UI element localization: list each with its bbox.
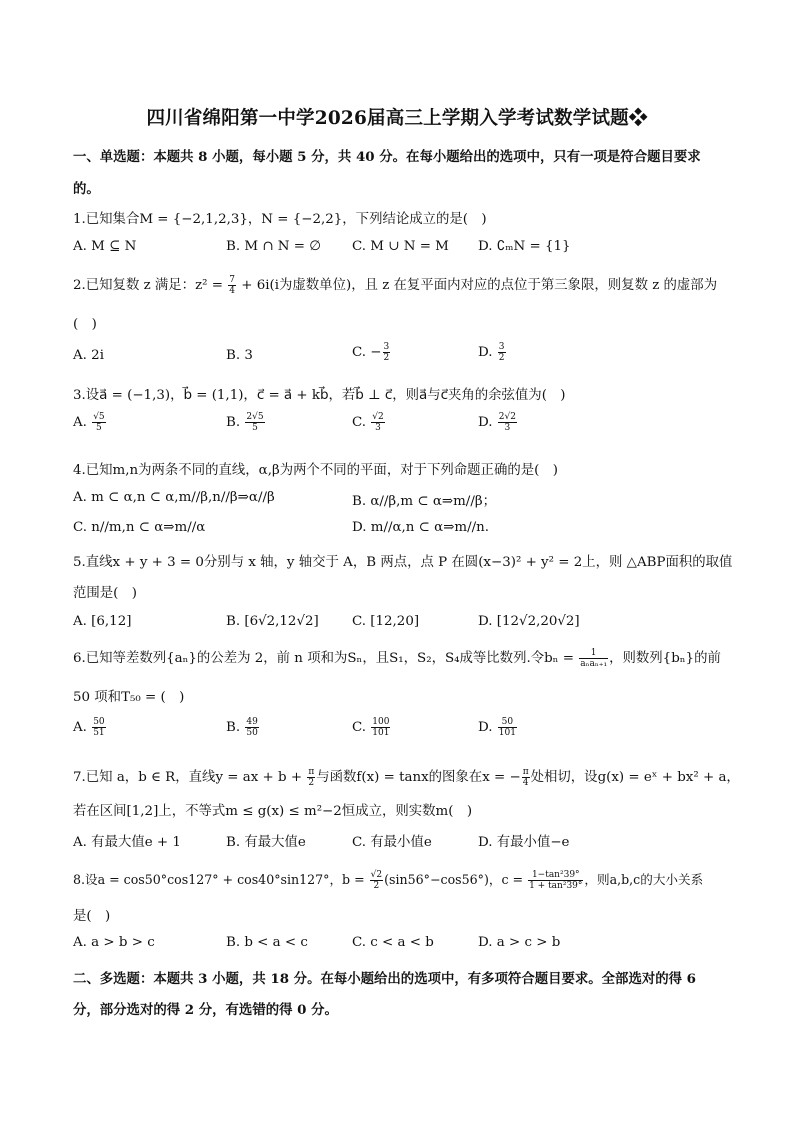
q7-stem-mid: 与函数f(x) = tanx的图象在x = − [316,770,521,785]
q2-option-a: A. 2i [73,348,104,363]
q3-a-num: √5 [93,412,105,422]
q3-d-den: 3 [504,423,511,433]
q3-option-a-label: A. [73,415,92,430]
section2-header-line1: 二、多选题：本题共 3 小题，共 18 分。在每小题给出的选项中，有多项符合题目要求。全部选对的得 6 [73,971,696,987]
q3-b-num: 2√5 [246,412,264,422]
q3-d-num: 2√2 [498,412,516,422]
section2-header-line2: 分，部分选对的得 2 分，有选错的得 0 分。 [73,1002,338,1018]
q1-option-b: B. M ∩ N = ∅ [226,239,321,254]
q3-b-den: 5 [252,423,258,433]
q3-option-c-label: C. [352,415,371,430]
page-title: 四川省绵阳第一中学2026届高三上学期入学考试数学试题❖ [146,108,648,129]
q6-b-den: 50 [246,728,258,738]
q2-option-c-fraction [383,342,391,363]
q8-stem [73,869,733,891]
q8-frac1-num: √2 [370,870,383,880]
q7-option-b: B. 有最大值e [226,835,306,850]
q5-option-c: C. [12,20] [352,614,420,629]
q7-fraction-1 [307,767,315,788]
q8-option-a: A. a > b > c [73,935,155,950]
q6-option-b-fraction [245,717,258,738]
q6-stem [73,647,733,669]
q7-fraction-2 [522,767,530,788]
q7-frac1-den: 2 [308,778,315,788]
q6-b-num: 49 [246,717,258,727]
q4-stem: 4.已知m,n为两条不同的直线，α,β为两个不同的平面，对于下列命题正确的是( ) [73,463,558,478]
q3-c-num: √2 [372,412,384,422]
q5-option-d: D. [12√2,20√2] [478,614,580,629]
q8-option-d: D. a > c > b [478,935,561,950]
q8-option-c: C. c < a < b [352,935,434,950]
section1-header-line1: 一、单选题：本题共 8 小题，每小题 5 分，共 40 分。在每小题给出的选项中，只有一项是符合题目要求 [73,149,701,165]
q2-option-d-fraction [498,342,506,363]
q3-c-den: 3 [375,423,381,433]
q2-option-d-label: D. [478,345,497,360]
q5-option-a: A. [6,12] [73,614,132,629]
q2-d-num: 3 [498,342,505,352]
q8-fraction-1 [370,870,383,891]
q6-frac-num: 1 [579,648,608,659]
q6-option-c-fraction [371,717,390,738]
q2-d-den: 2 [498,353,505,363]
q6-a-num: 50 [93,717,105,727]
q3-option-b [226,412,266,433]
q5-stem-line2: 范围是( ) [73,586,138,601]
q6-option-a [73,717,107,738]
q8-stem-line2: 是( ) [73,909,111,924]
q7-option-d: D. 有最小值−e [478,835,570,850]
q2-stem-line2: ( ) [73,317,97,332]
q8-stem-post: ，则a,b,c的大小关系 [584,872,704,887]
q3-option-d [478,412,518,433]
q6-d-num: 50 [498,717,517,728]
q6-stem-line2: 50 项和T₅₀ = ( ) [73,690,185,705]
q1-option-c: C. M ∪ N = M [352,239,449,254]
q3-option-d-label: D. [478,415,497,430]
q6-option-c [352,717,391,738]
q6-option-d-fraction [498,717,517,738]
q7-option-a: A. 有最大值e + 1 [73,835,181,850]
q2-option-c-label: C. − [352,345,382,360]
q1-stem: 1.已知集合M = {−2,1,2,3}，N = {−2,2}，下列结论成立的是( ) [73,212,487,227]
q6-option-a-label: A. [73,720,92,735]
q3-option-a [73,412,107,433]
section1-header-line2: 的。 [73,181,100,197]
q4-option-d: D. m//α,n ⊂ α⇒m//n. [352,520,490,535]
q1-option-d: D. ∁ₘN = {1} [478,239,571,254]
q1-option-a: A. M ⊆ N [73,239,137,254]
q6-stem-pre: 6.已知等差数列{aₙ}的公差为 2，前 n 项和为Sₙ，且S₁，S₂，S₄成等比数列.令bₙ = [73,651,579,666]
q8-stem-mid: (sin56°−cos56°)，c = [384,872,528,887]
q2-option-d [478,342,507,363]
q2-stem [73,274,733,296]
q7-stem [73,766,740,788]
q4-option-c: C. n//m,n ⊂ α⇒m//α [73,520,206,535]
q5-stem-line1: 5.直线x + y + 3 = 0分别与 x 轴，y 轴交于 A，B 两点，点 P 在圆(x−3)² + y² = 2上，则 △ABP面积的取值 [73,555,733,570]
q6-option-c-label: C. [352,720,371,735]
q3-stem: 3.设a⃗ = (−1,3)，b⃗ = (1,1)，c⃗ = a⃗ + kb⃗，若b⃗ ⊥ c⃗，则a⃗与c⃗夹角的余弦值为( ) [73,388,566,403]
q8-frac2-den: 1 + tan²39° [529,881,583,891]
q6-c-num: 100 [372,717,390,727]
q4-option-a: A. m ⊂ α,n ⊂ α,m//β,n//β⇒α//β [73,490,275,505]
q2-option-b: B. 3 [226,348,253,363]
q6-frac-den: aₙaₙ₊₁ [580,659,608,669]
q8-option-b: B. b < a < c [226,935,308,950]
q6-option-b [226,717,260,738]
q2-stem-pre: 2.已知复数 z 满足：z² = [73,278,228,293]
q3-option-a-fraction [92,412,105,433]
q6-option-b-label: B. [226,720,245,735]
q3-option-c [352,412,386,433]
q7-stem-post: 处相切，设g(x) = eˣ + bx² + a， [530,770,740,785]
q8-stem-pre: 8.设a = cos50°cos127° + cos40°sin127°，b = [73,872,369,887]
q2-frac-num: 7 [229,275,235,285]
q2-stem-post: + 6i(i为虚数单位)，且 z 在复平面内对应的点位于第三象限，则复数 z 的虚部为 [236,278,718,293]
q8-frac1-den: 2 [373,881,380,891]
q6-a-den: 51 [93,728,105,738]
q4-option-b: B. α//β,m ⊂ α⇒m//β； [352,494,496,509]
q6-option-a-fraction [92,717,105,738]
q2-c-num: 3 [383,342,390,352]
q2-c-den: 2 [383,353,390,363]
q3-option-b-fraction [245,412,264,433]
q8-fraction-2 [528,870,583,891]
q5-option-b: B. [6√2,12√2] [226,614,319,629]
q8-frac2-num: 1−tan²39° [528,870,583,881]
q6-option-d-label: D. [478,720,497,735]
q2-frac-den: 4 [229,286,235,296]
q7-option-c: C. 有最小值e [352,835,432,850]
q3-option-c-fraction [371,412,384,433]
q6-stem-post: ，则数列{bₙ}的前 [609,651,721,666]
q2-option-c [352,342,391,363]
q3-a-den: 5 [96,423,102,433]
q6-option-d [478,717,518,738]
q2-fraction [228,275,236,296]
q7-stem-pre: 7.已知 a，b ∈ R，直线y = ax + b + [73,770,307,785]
q3-option-b-label: B. [226,415,245,430]
q3-option-d-fraction [498,412,517,433]
q6-d-den: 101 [498,728,516,738]
q6-c-den: 101 [372,728,390,738]
q7-stem-line2: 若在区间[1,2]上，不等式m ≤ g(x) ≤ m²−2恒成立，则实数m( ) [73,804,473,819]
q6-fraction [579,648,608,669]
q7-frac2-num: π [522,767,529,777]
q7-frac2-den: 4 [522,778,529,788]
q7-frac1-num: π [308,767,315,777]
